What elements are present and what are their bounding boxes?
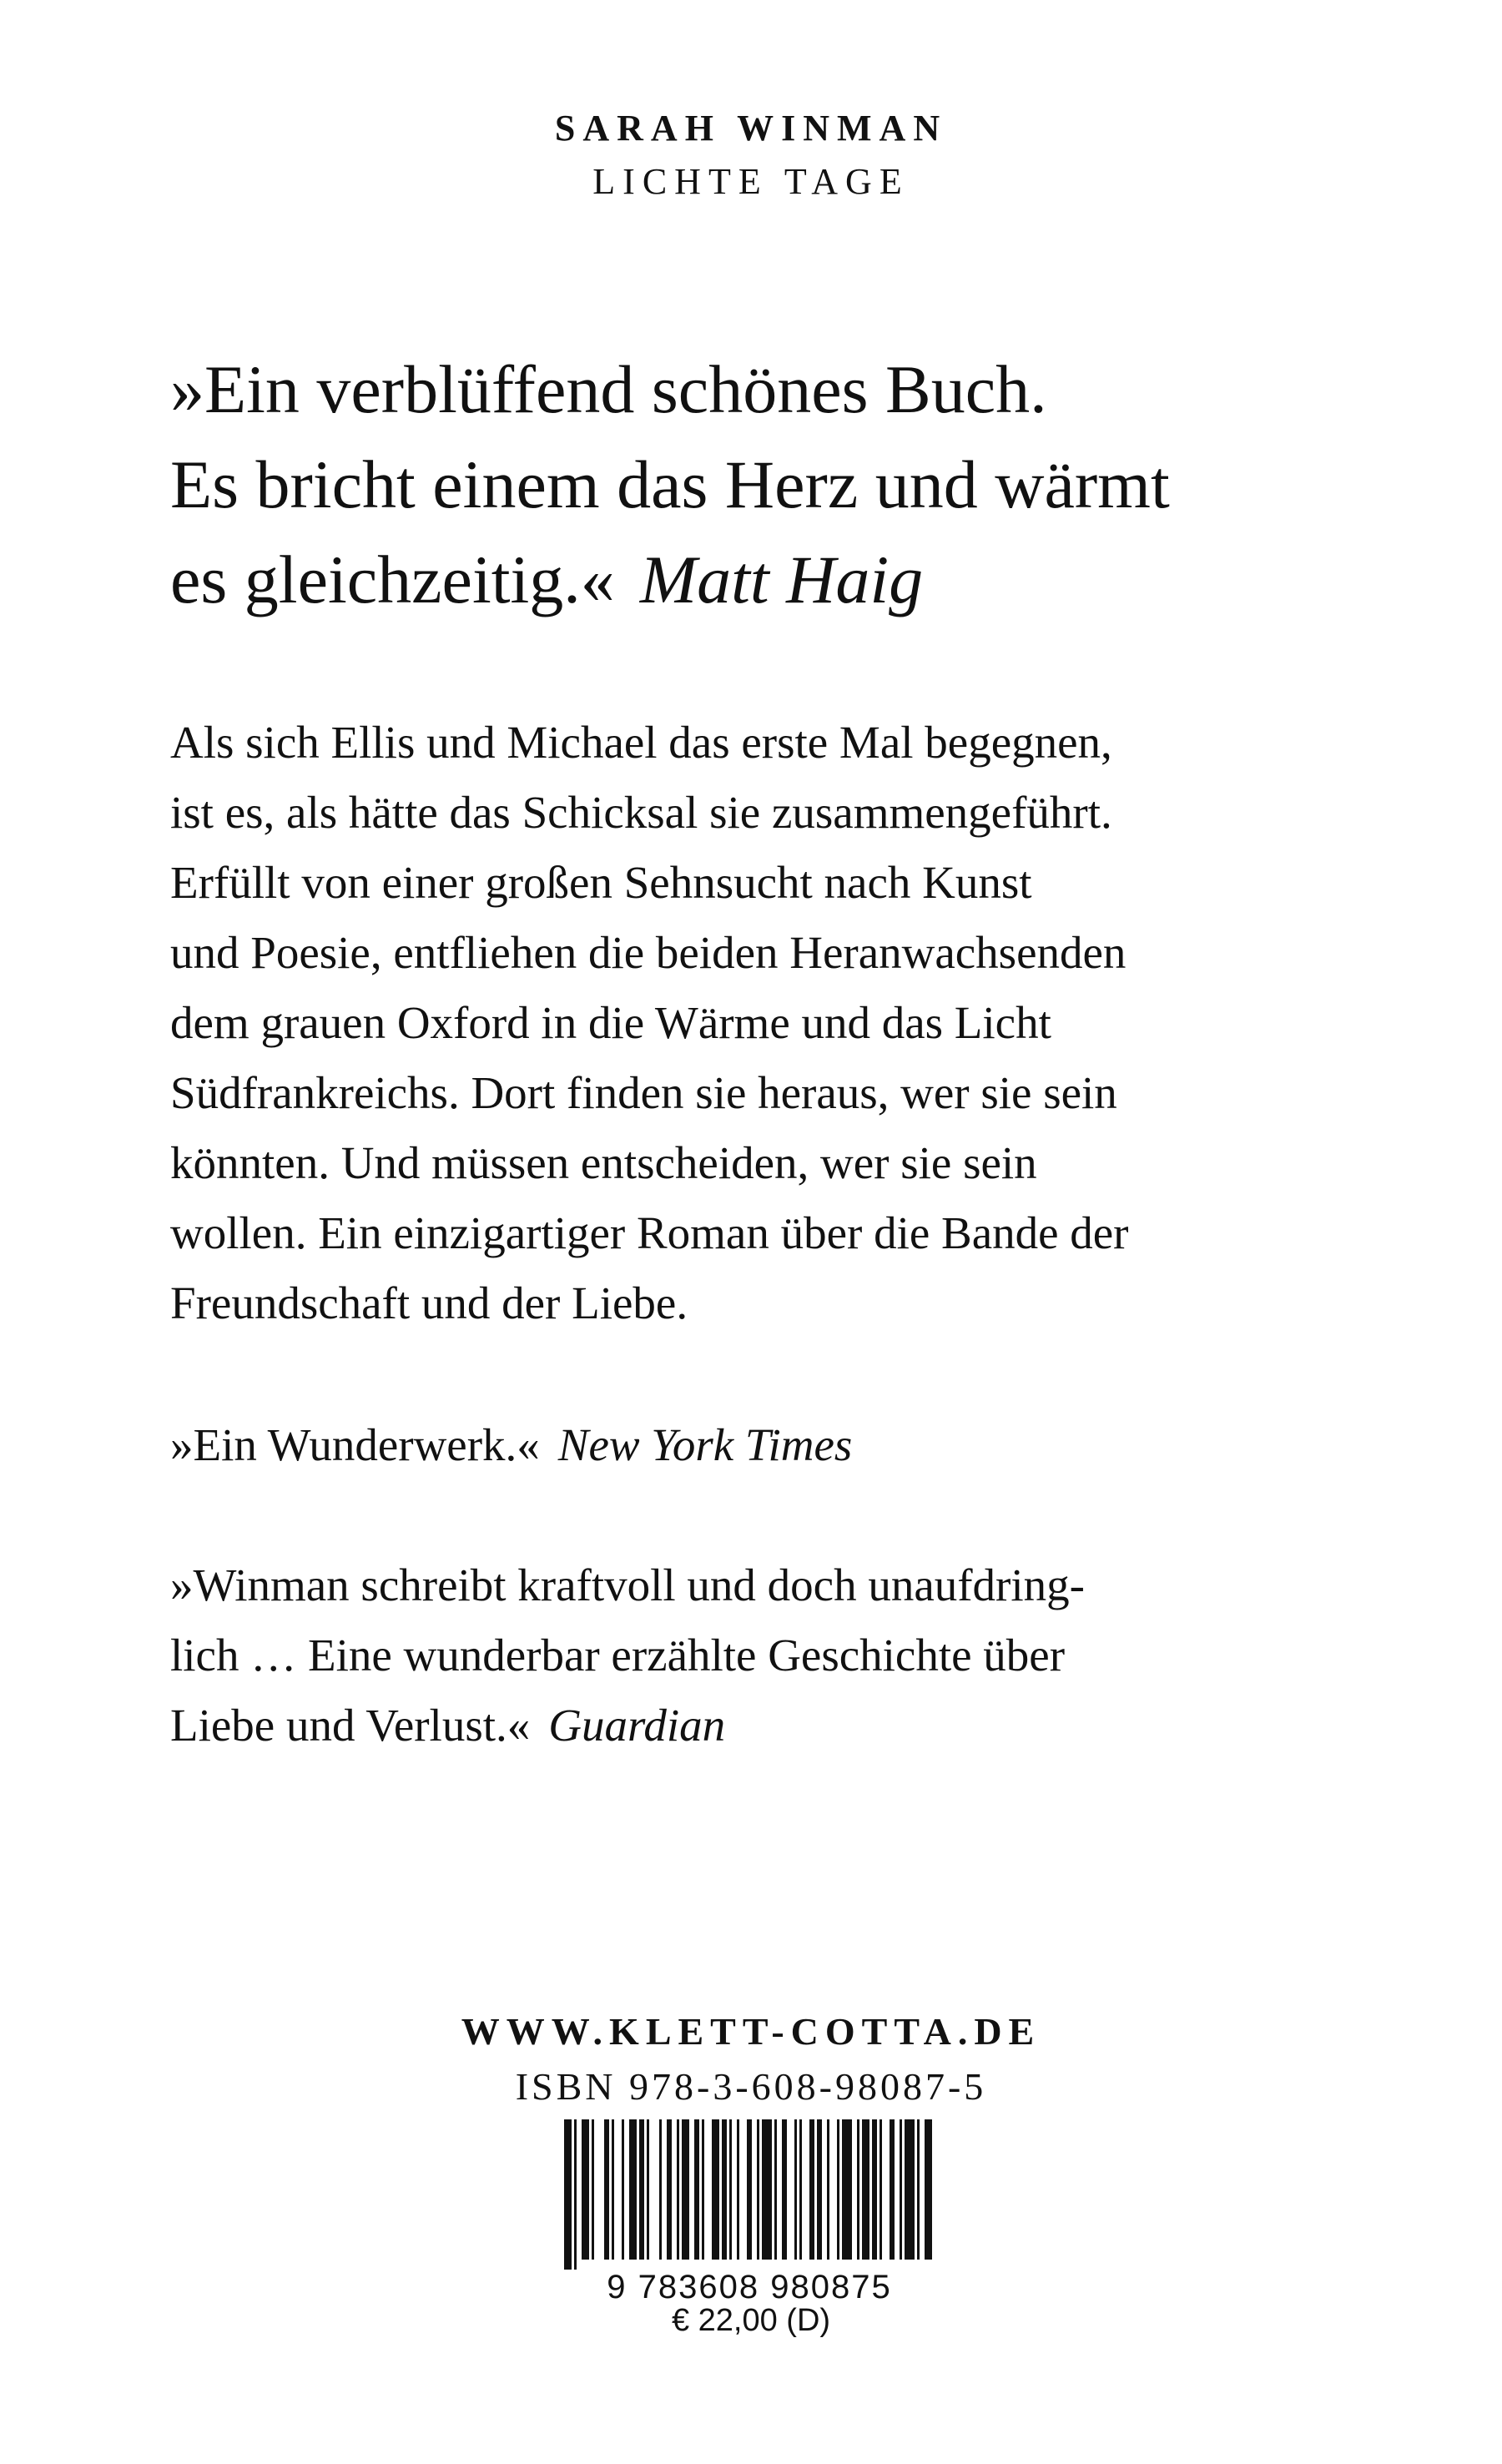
book-description-text: Als sich Ellis und Michael das erste Mal begegnen, ist es, als hätte das Schicksal sie zusammengeführt. Erfüllt von einer großen Sehnsucht nach Kunst und Poesie, entfliehen die beiden Heranwachsenden dem grauen Oxford in die Wärme und das Licht Südfrankreichs. Dort finden sie heraus, wer sie sein könnten. Und müssen entscheiden, wer sie sein wollen. Ein einzigartiger Roman über die Bande der Freundschaft und der Liebe. [170, 717, 1129, 1328]
book-description [170, 708, 1355, 1338]
review-quote-source: New York Times [557, 1419, 853, 1470]
author-name: SARAH WINMAN [554, 108, 948, 149]
barcode-bar [917, 2119, 920, 2260]
barcode-bar [737, 2119, 739, 2260]
barcode-bar [677, 2119, 679, 2260]
barcode-bar [757, 2119, 759, 2260]
barcode-bar [872, 2119, 877, 2260]
barcode-bar [794, 2119, 797, 2260]
barcode-bar [574, 2119, 577, 2270]
review-quote [170, 1550, 1355, 1761]
review-quote-text: »Ein Wunderwerk.« [170, 1419, 540, 1470]
barcode-bar [682, 2119, 689, 2260]
barcode-bar [799, 2119, 802, 2260]
barcode-bar [712, 2119, 719, 2260]
lead-quote-text: »Ein verblüffend schönes Buch. Es bricht einem das Herz und wärmt es gleichzeitig.« [170, 351, 1170, 617]
barcode-bar [582, 2119, 589, 2260]
barcode-bar [612, 2119, 614, 2260]
barcode-bar [694, 2119, 699, 2260]
barcode-bar [762, 2119, 772, 2260]
barcode-bar [622, 2119, 624, 2260]
review-quote-text: »Winman schreibt kraftvoll und doch unaufdring- lich … Eine wunderbar erzählte Geschichte über Liebe und Verlust.« [170, 1560, 1085, 1751]
isbn-number: ISBN 978-3-608-98087-5 [515, 2065, 987, 2108]
barcode-bar [817, 2119, 822, 2260]
barcode-bar [837, 2119, 839, 2260]
barcode-bar [782, 2119, 787, 2260]
barcode-bar [842, 2119, 852, 2260]
price-label: € 22,00 (D) [671, 2303, 831, 2338]
review-quote [170, 1410, 1355, 1480]
lead-quote-source: Matt Haig [639, 542, 924, 617]
barcode-bar [900, 2119, 902, 2260]
book-title: LICHTE TAGE [592, 161, 910, 202]
barcode-bar [905, 2119, 915, 2260]
publisher-url: WWW.KLETT-COTTA.DE [461, 2010, 1041, 2053]
barcode-bar [604, 2119, 609, 2260]
barcode-bar [890, 2119, 895, 2260]
barcode-bar [729, 2119, 732, 2260]
barcode-bar [592, 2119, 594, 2260]
barcode-bar [880, 2119, 882, 2260]
barcode-bars [564, 2119, 932, 2270]
barcode-bar [647, 2119, 649, 2260]
barcode-bar [925, 2119, 932, 2260]
barcode-bar [564, 2119, 572, 2270]
barcode-bar [722, 2119, 727, 2260]
barcode-bar [857, 2119, 859, 2260]
barcode-bar [827, 2119, 829, 2260]
barcode-bar [667, 2119, 672, 2260]
review-quote-source: Guardian [548, 1700, 726, 1751]
isbn-barcode [541, 2119, 958, 2311]
barcode-bar [629, 2119, 637, 2260]
lead-quote [170, 342, 1380, 627]
barcode-bar [747, 2119, 752, 2260]
barcode-bar [774, 2119, 777, 2260]
barcode-bar [809, 2119, 814, 2260]
barcode-bar [862, 2119, 869, 2260]
barcode-bar [639, 2119, 644, 2260]
barcode-bar [702, 2119, 704, 2260]
barcode-bar [659, 2119, 662, 2260]
barcode-digits: 9 783608 980875 [607, 2269, 892, 2305]
